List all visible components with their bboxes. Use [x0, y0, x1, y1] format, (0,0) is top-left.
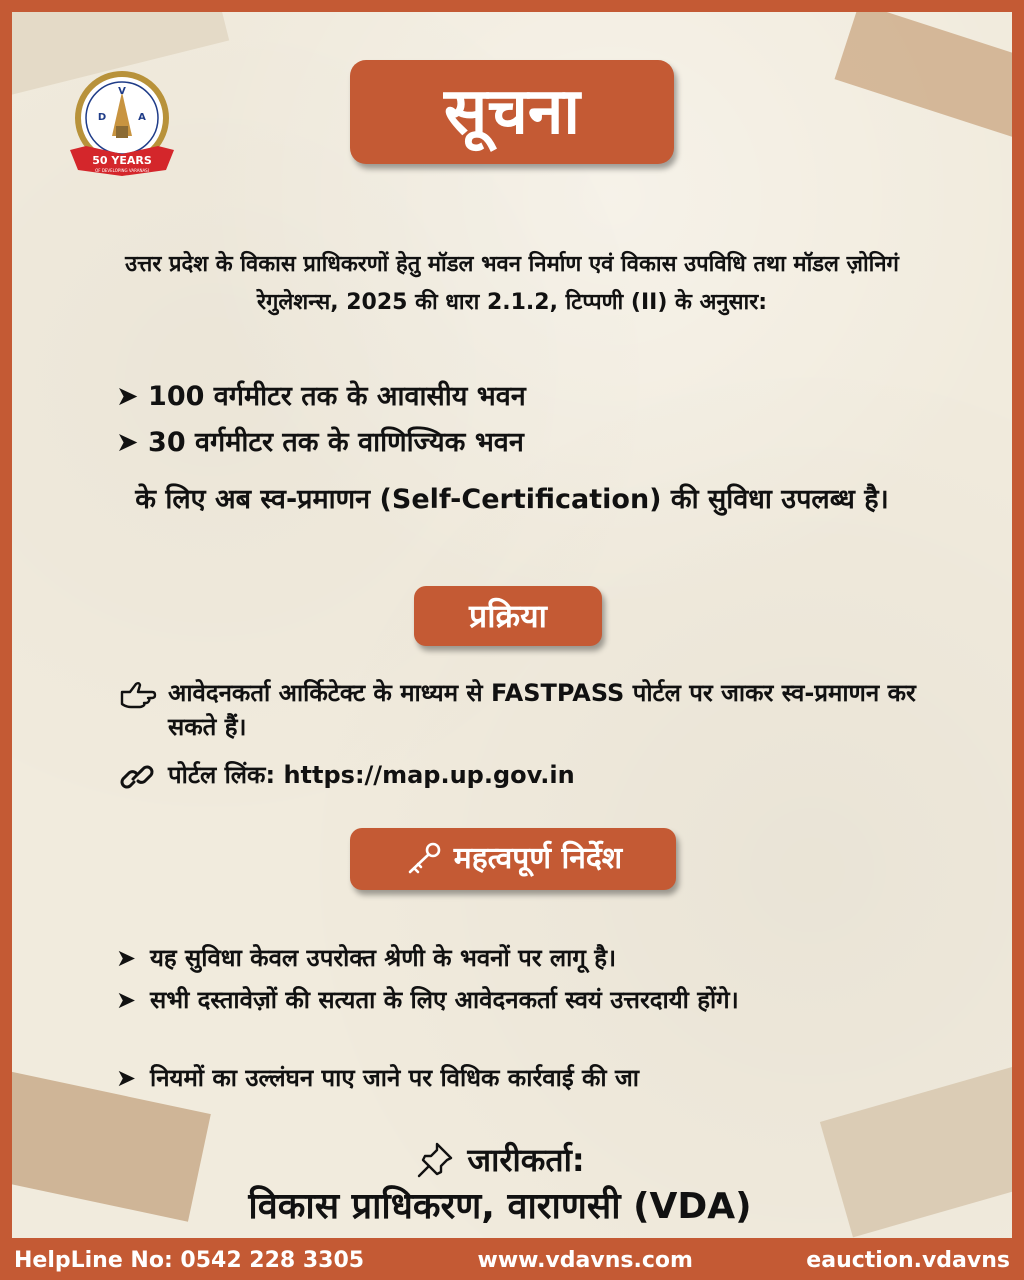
guideline-text: यह सुविधा केवल उपरोक्त श्रेणी के भवनों पर लागू है।	[150, 944, 617, 972]
logo-ribbon-text: 50 YEARS	[92, 154, 152, 167]
arrow-marker: ➤	[116, 427, 139, 458]
guideline-item	[116, 982, 936, 1018]
paper-tear-top-right	[835, 12, 1012, 141]
vda-logo	[66, 70, 178, 182]
guidelines-heading	[350, 828, 676, 890]
logo-letter-v: V	[118, 86, 126, 97]
process-step-text: आवेदनकर्ता आर्किटेक्ट के माध्यम से FASTPASS पोर्टल पर जाकर स्व-प्रमाणन कर सकते हैं।	[168, 679, 916, 741]
eauction-link[interactable]: eauction.vdavns	[806, 1247, 1010, 1273]
process-heading: प्रक्रिया	[414, 586, 602, 646]
process-step	[118, 758, 938, 794]
availability-text: के लिए अब स्व-प्रमाणन (Self-Certification) की सुविधा उपलब्ध है।	[135, 484, 889, 515]
logo-ribbon-subtext: OF DEVELOPING VARANASI	[95, 168, 149, 173]
arrow-marker: ➤	[116, 381, 139, 412]
portal-link[interactable]: पोर्टल लिंक: https://map.up.gov.in	[168, 761, 575, 789]
process-step	[118, 676, 938, 744]
issuer-name: विकास प्राधिकरण, वाराणसी (VDA)	[248, 1186, 752, 1227]
arrow-marker: ➤	[116, 986, 137, 1014]
pointing-hand-icon	[118, 678, 158, 712]
guideline-text: सभी दस्तावेज़ों की सत्यता के लिए आवेदनकर्ता स्वयं उत्तरदायी होंगे।	[150, 986, 739, 1014]
guideline-text: नियमों का उल्लंघन पाए जाने पर विधिक कार्रवाई की जा	[150, 1064, 639, 1092]
link-icon	[118, 760, 158, 794]
arrow-marker: ➤	[116, 1064, 137, 1092]
arrow-marker: ➤	[116, 944, 137, 972]
logo-letter-d: D	[97, 112, 107, 123]
issuer-label	[0, 1138, 1000, 1181]
guideline-item	[116, 1060, 936, 1096]
pushpin-icon	[415, 1140, 455, 1180]
helpline-number: HelpLine No: 0542 228 3305	[14, 1247, 365, 1273]
footer-bar	[0, 1240, 1024, 1280]
guideline-item	[116, 940, 936, 976]
website-link[interactable]: www.vdavns.com	[477, 1247, 693, 1273]
issuer-label-text: जारीकर्ता:	[467, 1141, 585, 1179]
intro-text: उत्तर प्रदेश के विकास प्राधिकरणों हेतु मॉडल भवन निर्माण एवं विकास उपविधि तथा मॉडल ज़ोनिगं रेगुलेशन्स, 2025 की धारा 2.1.2, टिप्पणी (II) के अनुसार:	[125, 252, 899, 315]
category-item	[116, 422, 524, 459]
guidelines-heading-text: महत्वपूर्ण निर्देश	[453, 841, 623, 876]
logo-letter-a: A	[138, 112, 146, 123]
category-item	[116, 376, 526, 413]
category-text: 100 वर्गमीटर तक के आवासीय भवन	[148, 381, 526, 412]
key-icon	[404, 841, 444, 877]
category-text: 30 वर्गमीटर तक के वाणिज्यिक भवन	[148, 427, 524, 458]
notice-title: सूचना	[350, 60, 674, 164]
